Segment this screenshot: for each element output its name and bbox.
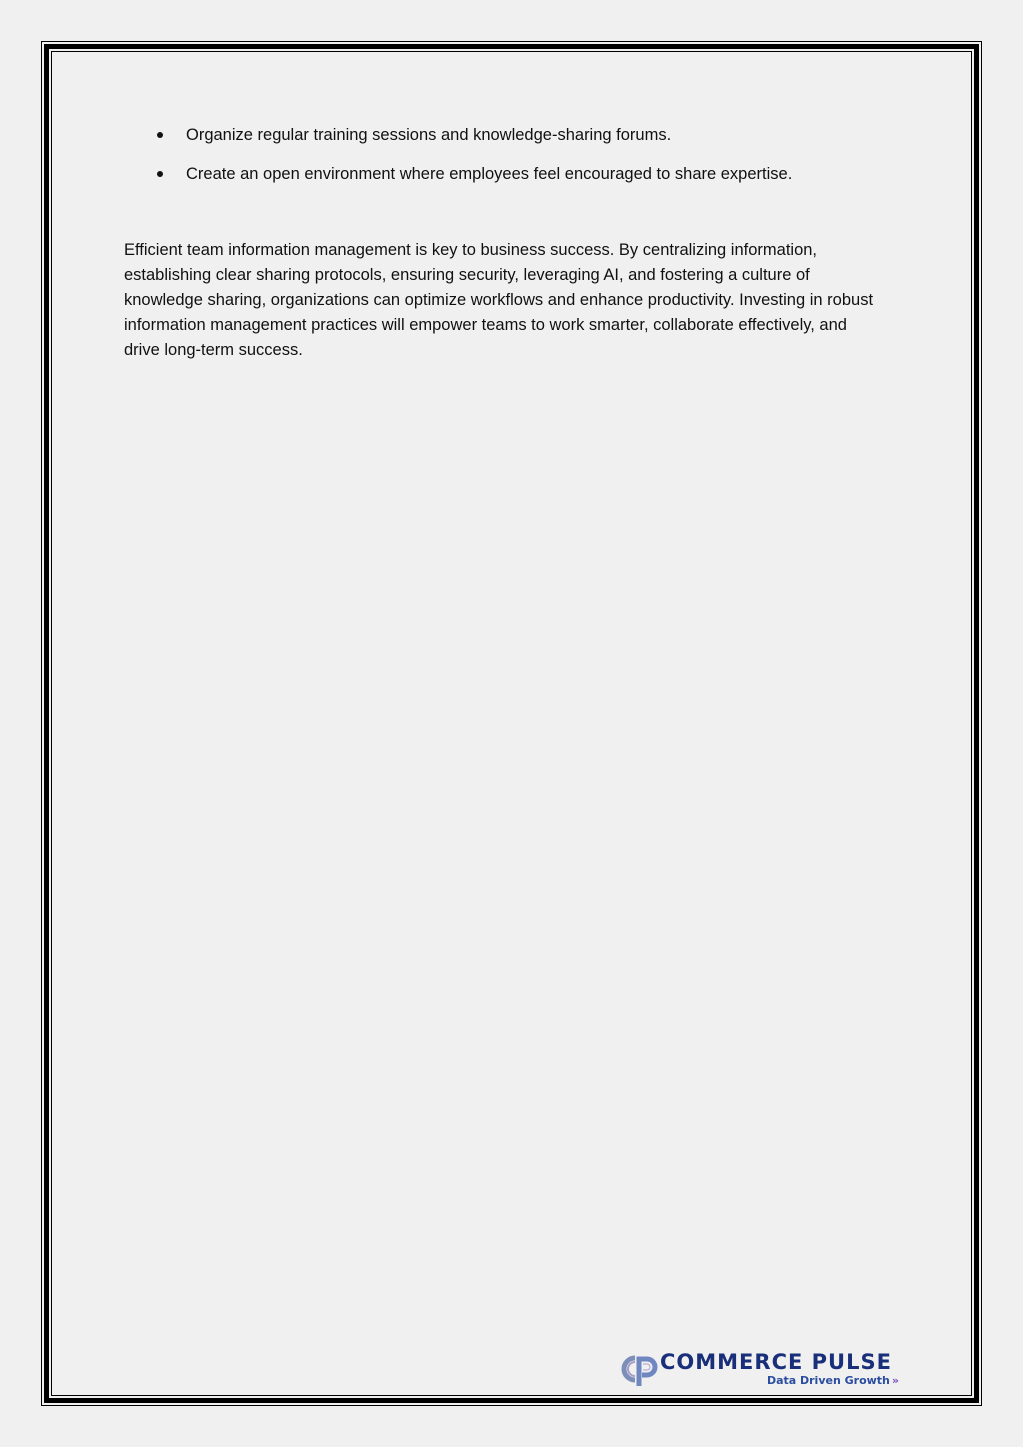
bullet-text: Create an open environment where employees feel encouraged to share expertise. (186, 165, 793, 183)
cp-logo-icon (618, 1350, 658, 1388)
commerce-pulse-logo (618, 1348, 903, 1390)
bullet-dot-icon (157, 132, 163, 138)
bullet-dot-icon (157, 171, 163, 177)
conclusion-paragraph: Efficient team information management is key to business success. By centralizing information, establishing clear sharing protocols, ensuring security, leveraging AI, and fostering a culture of knowledge sharing, organizations can optimize workflows and enhance productivity. Investing in robust information management practices will empower teams to work smarter, collaborate effectively, and drive long-term success. (124, 241, 874, 359)
logo-tagline (767, 1374, 899, 1387)
logo-brand-name: COMMERCE PULSE (660, 1350, 892, 1374)
bullet-text: Organize regular training sessions and knowledge-sharing forums. (186, 126, 672, 144)
double-chevron-right-icon: » (891, 1374, 899, 1387)
bullet-item (124, 122, 884, 148)
bullet-item (124, 161, 884, 187)
bullet-list (124, 122, 884, 200)
logo-tagline-text: Data Driven Growth (766, 1374, 890, 1387)
